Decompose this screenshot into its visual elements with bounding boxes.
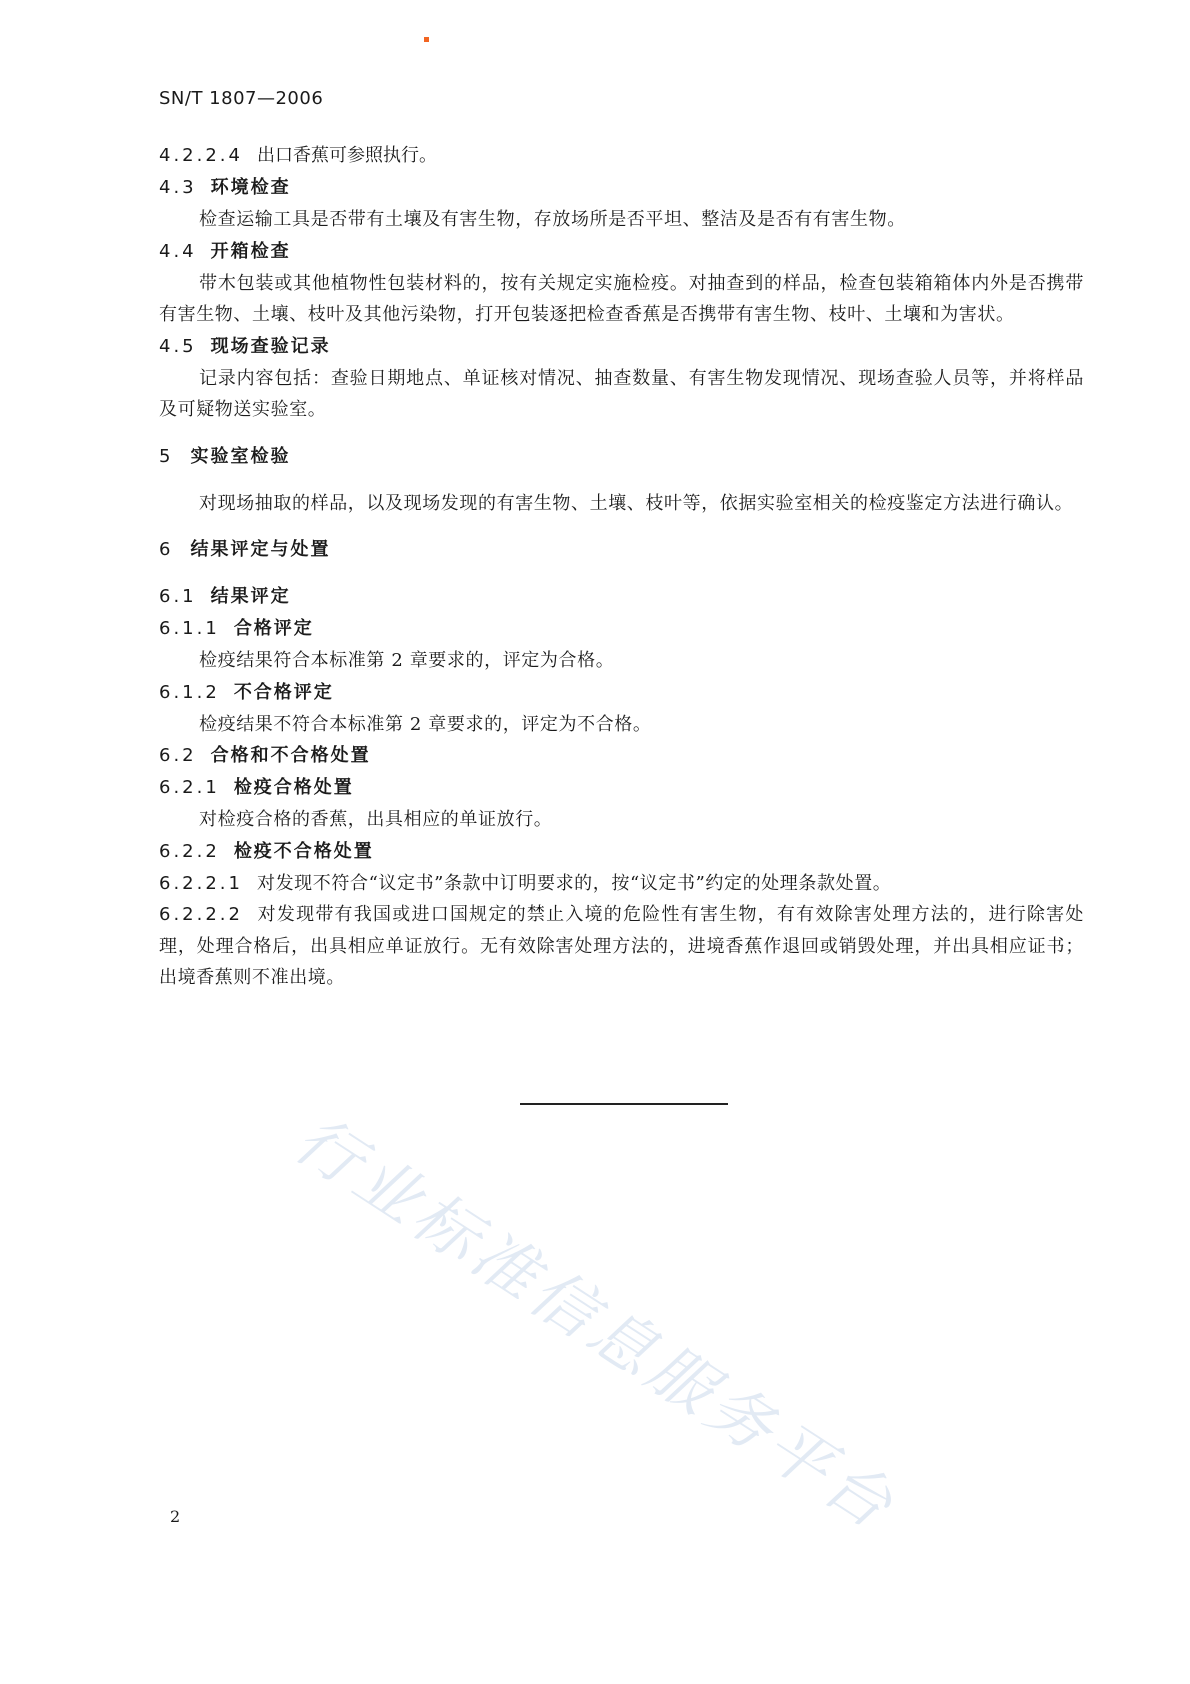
standard-code-header: SN/T 1807—2006	[159, 88, 324, 109]
heading-title: 现场查验记录	[210, 335, 331, 357]
heading-number: 6.2.1	[159, 777, 220, 798]
heading-4-4	[159, 236, 1084, 268]
heading-6-1-1	[159, 613, 1084, 645]
heading-number: 6.1.1	[159, 618, 220, 639]
heading-title: 检疫合格处置	[233, 777, 354, 798]
heading-6-2-1	[159, 772, 1084, 804]
heading-6-1	[159, 581, 1084, 613]
chapter-number: 6	[159, 539, 171, 560]
heading-number: 6.2.2	[159, 840, 220, 862]
clause-text: 对发现不符合“议定书”条款中订明要求的，按“议定书”约定的处理条款处置。	[256, 872, 892, 894]
heading-title: 检疫不合格处置	[233, 840, 374, 862]
heading-4-3	[159, 172, 1084, 204]
clause-text: 出口香蕉可参照执行。	[256, 145, 437, 166]
clause-text: 对发现带有我国或进口国规定的禁止入境的危险性有害生物，有有效除害处理方法的，进行除害处理，处理合格后，出具相应单证放行。无有效除害处理方法的，进境香蕉作退回或销毁处理，并出具相应证书；出境香蕉则不准出境。	[159, 904, 1084, 988]
heading-number: 6.1	[159, 586, 197, 607]
paragraph-6-1-2: 检疫结果不符合本标准第 2 章要求的，评定为不合格。	[199, 713, 652, 735]
chapter-title: 结果评定与处置	[190, 539, 331, 560]
heading-4-5	[159, 331, 1084, 363]
heading-number: 4.5	[159, 335, 197, 357]
heading-number: 6.1.2	[159, 681, 220, 703]
heading-6-2	[159, 740, 1084, 772]
document-body	[159, 140, 1084, 994]
heading-title: 不合格评定	[233, 681, 334, 703]
clause-number: 6.2.2.2	[159, 904, 243, 925]
page-number: 2	[170, 1507, 181, 1526]
paragraph-6-2-1: 对检疫合格的香蕉，出具相应的单证放行。	[199, 809, 553, 830]
clause-4-2-2-4	[159, 140, 1084, 172]
chapter-6	[159, 534, 1084, 566]
heading-number: 6.2	[159, 745, 197, 766]
heading-title: 环境检查	[210, 177, 291, 198]
chapter-title: 实验室检验	[190, 445, 291, 467]
paragraph-5: 对现场抽取的样品，以及现场发现的有害生物、土壤、枝叶等，依据实验室相关的检疫鉴定方法进行确认。	[199, 492, 1074, 514]
heading-title: 合格和不合格处置	[210, 745, 371, 766]
paragraph-4-5: 记录内容包括：查验日期地点、单证核对情况、抽查数量、有害生物发现情况、现场查验人员等，并将样品及可疑物送实验室。	[159, 367, 1084, 420]
heading-number: 4.3	[159, 177, 197, 198]
heading-title: 开箱检查	[210, 240, 291, 262]
paragraph-4-3: 检查运输工具是否带有土壤及有害生物，存放场所是否平坦、整洁及是否有有害生物。	[199, 209, 906, 230]
heading-number: 4.4	[159, 240, 197, 262]
clause-number: 4.2.2.4	[159, 145, 243, 166]
chapter-5	[159, 441, 1084, 473]
corner-mark	[424, 37, 429, 42]
watermark-text: 行业标准信息服务平台	[281, 1102, 909, 1546]
chapter-number: 5	[159, 445, 171, 467]
paragraph-6-1-1: 检疫结果符合本标准第 2 章要求的，评定为合格。	[199, 650, 615, 671]
heading-6-1-2	[159, 677, 1084, 709]
heading-6-2-2	[159, 836, 1084, 868]
clause-6-2-2-2	[159, 899, 1084, 994]
clause-number: 6.2.2.1	[159, 872, 243, 894]
heading-title: 结果评定	[210, 586, 291, 607]
clause-6-2-2-1	[159, 868, 1084, 900]
end-of-document-rule	[520, 1103, 728, 1105]
paragraph-4-4: 带木包装或其他植物性包装材料的，按有关规定实施检疫。对抽查到的样品，检查包装箱箱体内外是否携带有害生物、土壤、枝叶及其他污染物，打开包装逐把检查香蕉是否携带有害生物、枝叶、土壤和为害状。	[159, 272, 1084, 325]
heading-title: 合格评定	[233, 618, 314, 639]
